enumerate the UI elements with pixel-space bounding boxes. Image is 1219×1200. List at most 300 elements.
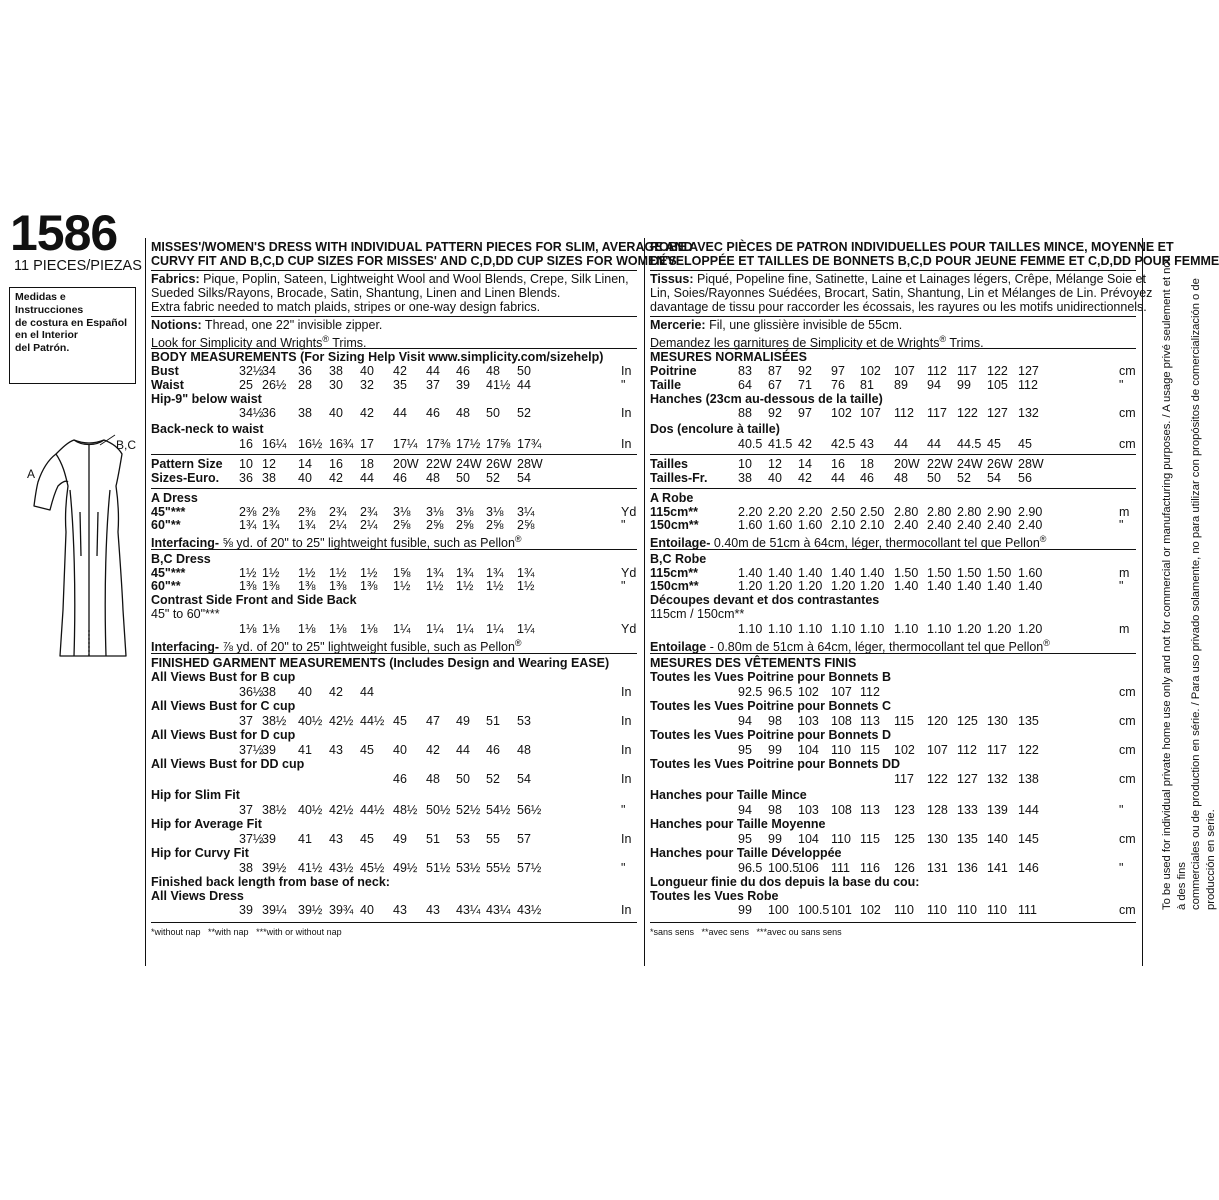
hip-curvy-row-value: 45½ bbox=[360, 861, 385, 875]
bc-dress-60-value: 1½ bbox=[456, 579, 474, 593]
fabrics-line: Sueded Silks/Rayons, Brocade, Satin, Shantung, Linen and Linen Blends. bbox=[151, 286, 561, 300]
hip-slim-row-value: 139 bbox=[987, 803, 1008, 817]
footnote: *without nap **with nap ***with or without nap bbox=[151, 927, 342, 937]
bc-dress-45-value: 1.40 bbox=[798, 566, 823, 580]
bc-dress-45-value: 1½ bbox=[262, 566, 280, 580]
a-dress-60-unit: " bbox=[1119, 518, 1124, 532]
back-length-row-value: 111 bbox=[1018, 903, 1038, 917]
bc-dress-60-value: 1⅜ bbox=[360, 579, 378, 593]
bust-c-label: Toutes les Vues Poitrine pour Bonnets C bbox=[650, 699, 892, 713]
hip-avg-row-value: 49 bbox=[393, 832, 407, 846]
bust-c-row-value: 130 bbox=[987, 714, 1008, 728]
bc-dress-45-value: 1¾ bbox=[456, 566, 474, 580]
a-dress-45-value: 3⅛ bbox=[393, 505, 411, 519]
hip-avg-row-value: 43 bbox=[329, 832, 343, 846]
back-row-value: 17⅝ bbox=[486, 437, 511, 451]
sizes-euro-row-value: 42 bbox=[329, 471, 343, 485]
waist-row-value: 112 bbox=[1018, 378, 1038, 392]
bust-row-value: 38 bbox=[329, 364, 343, 378]
back-length-row-value: 43½ bbox=[517, 903, 542, 917]
waist-row-unit: " bbox=[1119, 378, 1124, 392]
section-heading: BODY MEASUREMENTS (For Sizing Help Visit www.simplicity.com/sizehelp) bbox=[151, 350, 604, 364]
section-rule bbox=[650, 653, 1136, 654]
pieces-count: 11 PIECES/PIEZAS bbox=[14, 258, 142, 274]
back-row-value: 44 bbox=[894, 437, 908, 451]
back-row-value: 43 bbox=[860, 437, 874, 451]
a-dress-60-unit: " bbox=[621, 518, 626, 532]
contrast-row-unit: Yd bbox=[621, 622, 637, 636]
a-dress-60-value: 2.40 bbox=[987, 518, 1012, 532]
bust-c-row-value: 120 bbox=[927, 714, 948, 728]
contrast-row-value: 1¼ bbox=[456, 622, 474, 636]
hip-slim-row-value: 40½ bbox=[298, 803, 323, 817]
bust-c-row-value: 51 bbox=[486, 714, 500, 728]
bc-dress-45-value: 1.60 bbox=[1018, 566, 1043, 580]
divider bbox=[1142, 238, 1143, 966]
contrast-row-value: 1.10 bbox=[927, 622, 952, 636]
bust-row-value: 122 bbox=[987, 364, 1008, 378]
bc-dress-60-value: 1.20 bbox=[860, 579, 885, 593]
sizes-euro-row-label: Sizes-Euro. bbox=[151, 471, 220, 485]
hip-curvy-row-value: 55½ bbox=[486, 861, 511, 875]
back-length-row-value: 40 bbox=[360, 903, 374, 917]
bust-row-value: 127 bbox=[1018, 364, 1039, 378]
hip-row-value: 92 bbox=[768, 406, 782, 420]
section-rule bbox=[151, 922, 637, 923]
notions-line: Mercerie: Fil, une glissière invisible de 55cm. bbox=[650, 318, 903, 332]
waist-row-value: 94 bbox=[927, 378, 941, 392]
back-length-row-value: 110 bbox=[927, 903, 947, 917]
bust-b-row-value: 96.5 bbox=[768, 685, 793, 699]
a-dress-45-value: 2⅜ bbox=[239, 505, 257, 519]
bust-c-row-unit: In bbox=[621, 714, 632, 728]
title-line: DÉVELOPPÉE ET TAILLES DE BONNETS B,C,D POUR JEUNE FEMME ET C,D,DD POUR FEMME bbox=[650, 254, 1219, 268]
hip-curvy-row-value: 51½ bbox=[426, 861, 451, 875]
sizes-euro-row-value: 56 bbox=[1018, 471, 1032, 485]
bust-c-row-value: 108 bbox=[831, 714, 852, 728]
sizes-euro-row-value: 46 bbox=[860, 471, 874, 485]
pattern-size-row-value: 20W bbox=[393, 457, 419, 471]
hip-slim-row-value: 108 bbox=[831, 803, 852, 817]
bust-dd-row-value: 127 bbox=[957, 772, 978, 786]
pattern-size-row-value: 14 bbox=[298, 457, 312, 471]
bc-dress-45-value: 1.40 bbox=[831, 566, 856, 580]
a-dress-45-unit: Yd bbox=[621, 505, 637, 519]
back-length-row-value: 43¼ bbox=[486, 903, 511, 917]
a-dress-60-value: 2⅝ bbox=[393, 518, 411, 532]
bust-c-row-value: 103 bbox=[798, 714, 819, 728]
bc-interfacing: Entoilage - 0.80m de 51cm à 64cm, léger, thermocollant tel que Pellon® bbox=[650, 638, 1050, 655]
bust-row-label: Poitrine bbox=[650, 364, 697, 378]
a-dress-45-value: 3¼ bbox=[517, 505, 535, 519]
hip-row-label: Hip-9" below waist bbox=[151, 392, 262, 406]
bust-dd-row-value: 46 bbox=[393, 772, 407, 786]
bust-b-row-value: 92.5 bbox=[738, 685, 763, 699]
bust-c-row-value: 115 bbox=[894, 714, 914, 728]
bust-row-value: 46 bbox=[456, 364, 470, 378]
a-dress-45-value: 2.50 bbox=[831, 505, 856, 519]
bust-row-unit: cm bbox=[1119, 364, 1136, 378]
section-rule bbox=[650, 549, 1136, 550]
pattern-size-row-value: 24W bbox=[957, 457, 983, 471]
contrast-row-value: 1.20 bbox=[957, 622, 982, 636]
contrast-row-value: 1¼ bbox=[486, 622, 504, 636]
a-dress-label: A Dress bbox=[151, 491, 198, 505]
hip-curvy-row-value: 126 bbox=[894, 861, 915, 875]
bc-dress-60-label: 60"** bbox=[151, 579, 181, 593]
pattern-size-row-value: 26W bbox=[987, 457, 1013, 471]
bc-dress-45-value: 1.40 bbox=[738, 566, 763, 580]
back-row-value: 16¾ bbox=[329, 437, 354, 451]
back-length-sub: All Views Dress bbox=[151, 889, 244, 903]
back-row-value: 17 bbox=[360, 437, 374, 451]
bust-dd-row-value: 138 bbox=[1018, 772, 1039, 786]
sizes-euro-row-value: 54 bbox=[987, 471, 1001, 485]
back-row-value: 16¼ bbox=[262, 437, 287, 451]
bust-row-value: 83 bbox=[738, 364, 752, 378]
bc-dress-60-value: 1.40 bbox=[1018, 579, 1043, 593]
a-dress-45-unit: m bbox=[1119, 505, 1130, 519]
bust-c-row-value: 135 bbox=[1018, 714, 1039, 728]
bust-b-row-unit: In bbox=[621, 685, 632, 699]
contrast-row-unit: m bbox=[1119, 622, 1130, 636]
a-dress-60-value: 2⅝ bbox=[426, 518, 444, 532]
back-length-row-value: 110 bbox=[957, 903, 977, 917]
back-length-row-value: 110 bbox=[894, 903, 914, 917]
bust-d-row-value: 115 bbox=[860, 743, 880, 757]
spanish-note-line: Medidas e Instrucciones bbox=[15, 291, 84, 316]
bust-c-row-value: 113 bbox=[860, 714, 880, 728]
bust-d-row-value: 43 bbox=[329, 743, 343, 757]
bust-b-row-value: 102 bbox=[798, 685, 819, 699]
a-dress-60-value: 2⅝ bbox=[517, 518, 535, 532]
spanish-note-line: del Patrón. bbox=[15, 342, 70, 355]
bc-dress-45-value: 1¾ bbox=[486, 566, 504, 580]
hip-curvy-row-value: 96.5 bbox=[738, 861, 763, 875]
back-row-value: 42 bbox=[798, 437, 812, 451]
bust-dd-label: Toutes les Vues Poitrine pour Bonnets DD bbox=[650, 757, 901, 771]
hip-row-unit: In bbox=[621, 406, 632, 420]
section-rule bbox=[650, 316, 1136, 317]
bc-dress-45-value: 1.50 bbox=[987, 566, 1012, 580]
hip-avg-row-value: 39 bbox=[262, 832, 276, 846]
hip-slim-row-value: 128 bbox=[927, 803, 948, 817]
hip-row-value: 122 bbox=[957, 406, 978, 420]
hip-avg-row-value: 140 bbox=[987, 832, 1008, 846]
back-length-row-value: 39½ bbox=[298, 903, 323, 917]
dress-back-illustration bbox=[30, 420, 140, 680]
contrast-row-value: 1.10 bbox=[860, 622, 885, 636]
hip-slim-row-value: 144 bbox=[1018, 803, 1039, 817]
bc-dress-45-value: 1¾ bbox=[517, 566, 535, 580]
fabrics-line: davantage de tissu pour raccorder les écossais, les rayures ou les motifs unidirectionnels. bbox=[650, 300, 1147, 314]
hip-avg-row-value: 45 bbox=[360, 832, 374, 846]
hip-curvy-row-value: 43½ bbox=[329, 861, 354, 875]
bust-dd-row-value: 54 bbox=[517, 772, 531, 786]
bc-dress-45-value: 1.40 bbox=[768, 566, 793, 580]
contrast-row-value: 1.20 bbox=[987, 622, 1012, 636]
hip-slim-row-value: 98 bbox=[768, 803, 782, 817]
back-row-value: 16 bbox=[239, 437, 253, 451]
pattern-size-row-value: 14 bbox=[798, 457, 812, 471]
bust-d-row-value: 122 bbox=[1018, 743, 1039, 757]
pattern-size-row-value: 28W bbox=[517, 457, 543, 471]
disclaimer-line: commerciales ou de production en série. / Para uso privado solamente, no para utilizar con propósitos de comercialización o de producción en serie. bbox=[1190, 278, 1217, 910]
a-dress-45-value: 2.20 bbox=[798, 505, 823, 519]
section-rule bbox=[650, 922, 1136, 923]
hip-row-value: 38 bbox=[298, 406, 312, 420]
bust-row-value: 102 bbox=[860, 364, 881, 378]
back-length-row-value: 100 bbox=[768, 903, 789, 917]
bust-d-row-value: 39 bbox=[262, 743, 276, 757]
pattern-number: 1586 bbox=[10, 205, 118, 261]
bust-d-row-value: 48 bbox=[517, 743, 531, 757]
bc-dress-45-value: 1½ bbox=[360, 566, 378, 580]
waist-row-value: 30 bbox=[329, 378, 343, 392]
bust-d-row-unit: cm bbox=[1119, 743, 1136, 757]
bc-dress-45-value: 1¾ bbox=[426, 566, 444, 580]
sizes-euro-row-value: 42 bbox=[798, 471, 812, 485]
pattern-size-row-value: 16 bbox=[329, 457, 343, 471]
hip-curvy-row-value: 38 bbox=[239, 861, 253, 875]
pattern-size-row-value: 12 bbox=[768, 457, 782, 471]
bc-dress-45-value: 1½ bbox=[298, 566, 316, 580]
contrast-sub: 45" to 60"*** bbox=[151, 607, 220, 621]
hip-avg-row-value: 37½ bbox=[239, 832, 264, 846]
bust-c-row-value: 98 bbox=[768, 714, 782, 728]
contrast-label: Découpes devant et dos contrastantes bbox=[650, 593, 880, 607]
hip-curvy-row-value: 141 bbox=[987, 861, 1008, 875]
hip-avg-row-value: 55 bbox=[486, 832, 500, 846]
section-rule bbox=[650, 270, 1136, 271]
bust-dd-row-value: 52 bbox=[486, 772, 500, 786]
a-dress-45-value: 2.80 bbox=[894, 505, 919, 519]
bust-row-value: 48 bbox=[486, 364, 500, 378]
bust-d-row-value: 41 bbox=[298, 743, 312, 757]
waist-row-value: 41½ bbox=[486, 378, 511, 392]
bc-dress-45-value: 1⅝ bbox=[393, 566, 411, 580]
back-length-row-value: 43¼ bbox=[456, 903, 481, 917]
a-dress-45-value: 3⅛ bbox=[456, 505, 474, 519]
bc-dress-60-value: 1.40 bbox=[987, 579, 1012, 593]
bust-b-row-value: 44 bbox=[360, 685, 374, 699]
waist-row-label: Taille bbox=[650, 378, 682, 392]
bust-row-value: 117 bbox=[957, 364, 977, 378]
a-interfacing: Entoilage- 0.40m de 51cm à 64cm, léger, thermocollant tel que Pellon® bbox=[650, 534, 1047, 551]
hip-curvy-label: Hanches pour Taille Développée bbox=[650, 846, 842, 860]
sizes-euro-row-value: 36 bbox=[239, 471, 253, 485]
bust-b-row-value: 112 bbox=[860, 685, 880, 699]
hip-avg-row-value: 51 bbox=[426, 832, 440, 846]
bust-row-value: 50 bbox=[517, 364, 531, 378]
hip-slim-row-unit: " bbox=[621, 803, 626, 817]
sizes-euro-row-value: 38 bbox=[262, 471, 276, 485]
fabrics-line: Tissus: Piqué, Popeline fine, Satinette, Laine et Lainages légers, Crêpe, Mélange Soie et bbox=[650, 272, 1146, 286]
bc-dress-45-value: 1.50 bbox=[957, 566, 982, 580]
pattern-size-row-value: 22W bbox=[927, 457, 953, 471]
pattern-size-row-value: 20W bbox=[894, 457, 920, 471]
waist-row-value: 35 bbox=[393, 378, 407, 392]
bust-row-value: 36 bbox=[298, 364, 312, 378]
hip-slim-label: Hip for Slim Fit bbox=[151, 788, 240, 802]
hip-slim-row-value: 48½ bbox=[393, 803, 418, 817]
bc-dress-60-value: 1.20 bbox=[768, 579, 793, 593]
hip-curvy-row-value: 53½ bbox=[456, 861, 481, 875]
title-line: ROBE AVEC PIÈCES DE PATRON INDIVIDUELLES POUR TAILLES MINCE, MOYENNE ET bbox=[650, 240, 1174, 254]
hip-slim-label: Hanches pour Taille Mince bbox=[650, 788, 807, 802]
back-length-label: Finished back length from base of neck: bbox=[151, 875, 390, 889]
waist-row-value: 99 bbox=[957, 378, 971, 392]
bust-row-value: 87 bbox=[768, 364, 782, 378]
sizes-euro-row-value: 48 bbox=[426, 471, 440, 485]
pattern-size-row-value: 10 bbox=[738, 457, 752, 471]
bc-dress-60-value: 1⅜ bbox=[262, 579, 280, 593]
section-rule bbox=[650, 454, 1136, 455]
bust-dd-row-value: 132 bbox=[987, 772, 1008, 786]
hip-slim-row-value: 50½ bbox=[426, 803, 451, 817]
back-row-value: 17¼ bbox=[393, 437, 418, 451]
bc-dress-60-value: 1.20 bbox=[798, 579, 823, 593]
hip-slim-row-value: 54½ bbox=[486, 803, 511, 817]
hip-row-value: 36 bbox=[262, 406, 276, 420]
bust-d-label: All Views Bust for D cup bbox=[151, 728, 296, 742]
a-dress-60-value: 2.10 bbox=[831, 518, 856, 532]
back-length-row-value: 43 bbox=[393, 903, 407, 917]
contrast-row-value: 1.10 bbox=[738, 622, 763, 636]
a-dress-60-label: 150cm** bbox=[650, 518, 699, 532]
bust-d-row-value: 112 bbox=[957, 743, 977, 757]
hip-avg-row-value: 135 bbox=[957, 832, 978, 846]
back-row-value: 45 bbox=[1018, 437, 1032, 451]
back-row-value: 17½ bbox=[456, 437, 481, 451]
sizes-euro-row-value: 40 bbox=[768, 471, 782, 485]
a-dress-45-value: 2.20 bbox=[738, 505, 763, 519]
sizes-euro-row-value: 54 bbox=[517, 471, 531, 485]
bust-dd-row-value: 50 bbox=[456, 772, 470, 786]
notions-line: Demandez les garnitures de Simplicity et de Wrights® Trims. bbox=[650, 334, 984, 351]
hip-curvy-row-value: 131 bbox=[927, 861, 948, 875]
hip-avg-row-value: 110 bbox=[831, 832, 851, 846]
hip-row-unit: cm bbox=[1119, 406, 1136, 420]
sizes-euro-row-value: 44 bbox=[831, 471, 845, 485]
back-length-row-value: 102 bbox=[860, 903, 881, 917]
a-dress-60-value: 2.40 bbox=[894, 518, 919, 532]
hip-row-value: 34½ bbox=[239, 406, 264, 420]
pattern-size-row-label: Tailles bbox=[650, 457, 688, 471]
bust-d-row-value: 110 bbox=[831, 743, 851, 757]
section-rule bbox=[151, 270, 637, 271]
hip-slim-row-value: 94 bbox=[738, 803, 752, 817]
bust-d-row-value: 40 bbox=[393, 743, 407, 757]
a-dress-60-value: 2¼ bbox=[329, 518, 347, 532]
bc-dress-60-value: 1⅜ bbox=[298, 579, 316, 593]
hip-avg-label: Hanches pour Taille Moyenne bbox=[650, 817, 826, 831]
back-length-row-unit: In bbox=[621, 903, 632, 917]
a-dress-60-value: 2.10 bbox=[860, 518, 885, 532]
hip-row-value: 52 bbox=[517, 406, 531, 420]
bc-dress-60-value: 1½ bbox=[393, 579, 411, 593]
hip-curvy-row-value: 116 bbox=[860, 861, 880, 875]
a-dress-60-value: 1.60 bbox=[768, 518, 793, 532]
bust-dd-row-unit: cm bbox=[1119, 772, 1136, 786]
divider bbox=[145, 238, 146, 966]
bc-dress-60-value: 1½ bbox=[486, 579, 504, 593]
bust-row-value: 34 bbox=[262, 364, 276, 378]
hip-avg-row-unit: In bbox=[621, 832, 632, 846]
fabrics-line: Extra fabric needed to match plaids, stripes or one-way design fabrics. bbox=[151, 300, 541, 314]
pattern-size-row-value: 12 bbox=[262, 457, 276, 471]
contrast-row-value: 1¼ bbox=[517, 622, 535, 636]
bc-dress-60-value: 1.40 bbox=[894, 579, 919, 593]
back-row-label: Back-neck to waist bbox=[151, 422, 264, 436]
a-dress-45-value: 2¾ bbox=[329, 505, 347, 519]
back-length-label: Longueur finie du dos depuis la base du cou: bbox=[650, 875, 920, 889]
notions-line: Notions: Thread, one 22" invisible zipper. bbox=[151, 318, 383, 332]
a-dress-60-value: 2⅝ bbox=[486, 518, 504, 532]
a-dress-60-value: 2.40 bbox=[957, 518, 982, 532]
a-dress-45-value: 3⅛ bbox=[426, 505, 444, 519]
pattern-size-row-value: 10 bbox=[239, 457, 253, 471]
hip-row-value: 112 bbox=[894, 406, 914, 420]
bust-row-label: Bust bbox=[151, 364, 179, 378]
back-row-value: 40.5 bbox=[738, 437, 763, 451]
bc-dress-60-value: 1½ bbox=[426, 579, 444, 593]
bust-c-label: All Views Bust for C cup bbox=[151, 699, 296, 713]
bust-b-row-unit: cm bbox=[1119, 685, 1136, 699]
back-row-label: Dos (encolure à taille) bbox=[650, 422, 780, 436]
bust-dd-row-value: 122 bbox=[927, 772, 948, 786]
hip-curvy-row-value: 39½ bbox=[262, 861, 287, 875]
bust-c-row-value: 37 bbox=[239, 714, 253, 728]
contrast-row-value: 1.10 bbox=[894, 622, 919, 636]
a-dress-60-value: 2¼ bbox=[360, 518, 378, 532]
waist-row-value: 32 bbox=[360, 378, 374, 392]
hip-row-value: 102 bbox=[831, 406, 852, 420]
hip-slim-row-value: 133 bbox=[957, 803, 978, 817]
a-dress-60-value: 1¾ bbox=[262, 518, 280, 532]
bc-dress-60-value: 1⅜ bbox=[239, 579, 257, 593]
waist-row-value: 37 bbox=[426, 378, 440, 392]
bc-dress-45-label: 45"*** bbox=[151, 566, 186, 580]
hip-row-value: 44 bbox=[393, 406, 407, 420]
contrast-row-value: 1.10 bbox=[798, 622, 823, 636]
bc-dress-45-value: 1½ bbox=[329, 566, 347, 580]
bust-c-row-value: 42½ bbox=[329, 714, 354, 728]
hip-row-value: 46 bbox=[426, 406, 440, 420]
a-dress-45-label: 45"*** bbox=[151, 505, 186, 519]
a-dress-label: A Robe bbox=[650, 491, 694, 505]
bust-dd-row-unit: In bbox=[621, 772, 632, 786]
pattern-size-row-value: 24W bbox=[456, 457, 482, 471]
bust-b-label: All Views Bust for B cup bbox=[151, 670, 296, 684]
hip-avg-row-unit: cm bbox=[1119, 832, 1136, 846]
bust-d-row-value: 42 bbox=[426, 743, 440, 757]
hip-slim-row-value: 44½ bbox=[360, 803, 385, 817]
hip-curvy-row-value: 100.5 bbox=[768, 861, 800, 875]
hip-avg-label: Hip for Average Fit bbox=[151, 817, 262, 831]
bust-row-value: 97 bbox=[831, 364, 845, 378]
back-length-row-value: 101 bbox=[831, 903, 852, 917]
bc-interfacing: Interfacing- ⅞ yd. of 20" to 25" lightweight fusible, such as Pellon® bbox=[151, 638, 522, 655]
contrast-row-value: 1.20 bbox=[1018, 622, 1043, 636]
hip-row-value: 132 bbox=[1018, 406, 1039, 420]
sizes-euro-row-value: 52 bbox=[957, 471, 971, 485]
bust-b-row-value: 107 bbox=[831, 685, 852, 699]
section-rule bbox=[151, 653, 637, 654]
back-length-row-value: 39¼ bbox=[262, 903, 287, 917]
divider bbox=[644, 238, 645, 966]
bc-dress-60-value: 1.40 bbox=[927, 579, 952, 593]
